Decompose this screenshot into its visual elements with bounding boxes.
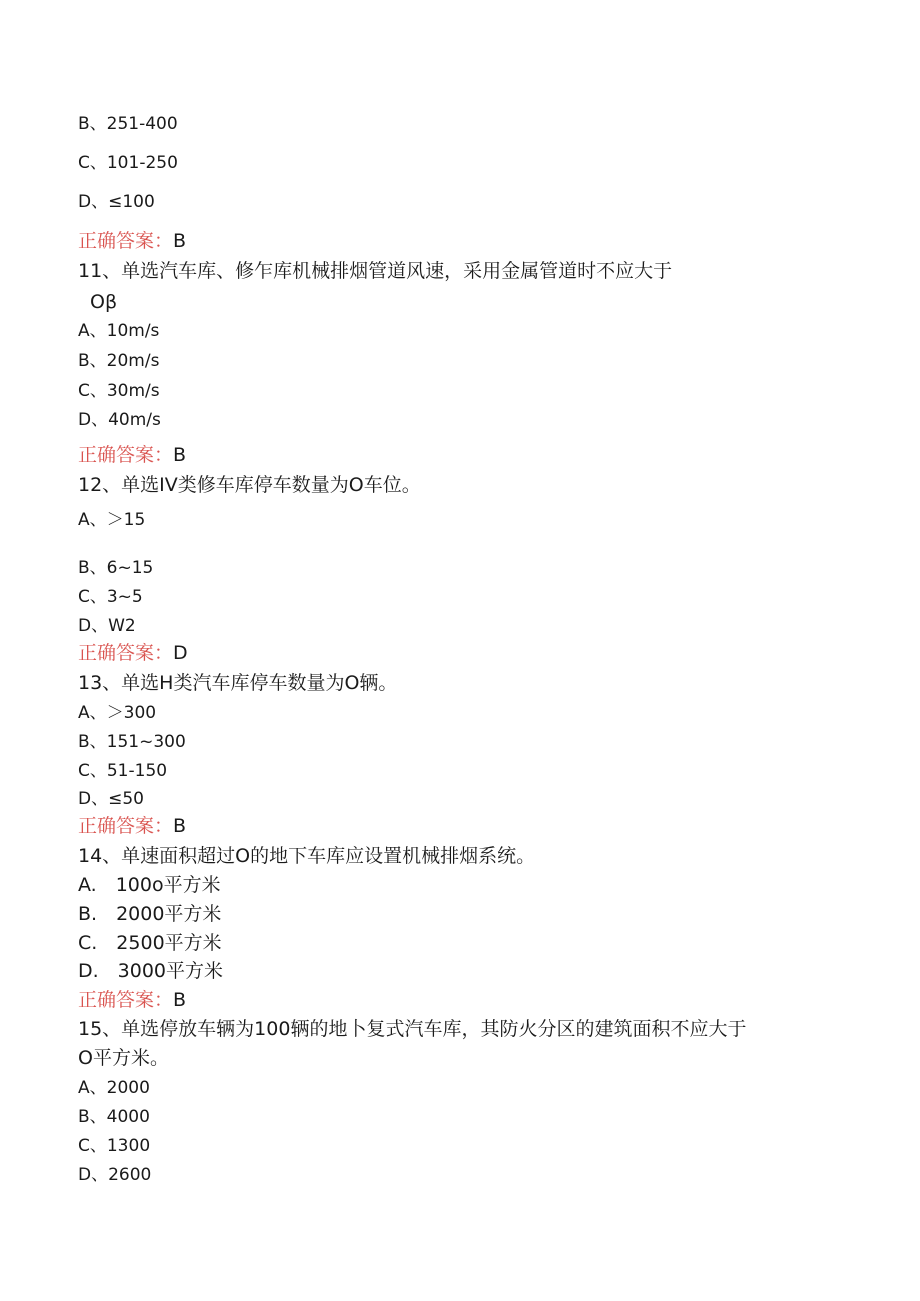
q12-title: 12、单选IV类修车库停车数量为O车位。 bbox=[78, 474, 421, 496]
q13-answer bbox=[78, 815, 186, 837]
answer-value: B bbox=[173, 815, 187, 837]
q10-option-b: B、251-400 bbox=[78, 114, 178, 134]
q12-option-c: C、3~5 bbox=[78, 587, 143, 607]
q15-option-d: D、2600 bbox=[78, 1165, 152, 1185]
answer-label: 正确答案： bbox=[78, 230, 174, 252]
answer-value: B bbox=[173, 989, 187, 1011]
q13-option-a: A、＞300 bbox=[78, 703, 157, 723]
answer-label: 正确答案： bbox=[78, 444, 174, 466]
q13-option-d: D、≤50 bbox=[78, 789, 144, 809]
q15-option-a: A、2000 bbox=[78, 1078, 150, 1098]
q11-option-c: C、30m∕s bbox=[78, 381, 160, 401]
q14-answer bbox=[78, 989, 186, 1011]
q10-answer bbox=[78, 230, 186, 252]
answer-value: D bbox=[173, 642, 188, 664]
q13-title: 13、单选H类汽车库停车数量为O辆。 bbox=[78, 672, 398, 694]
q12-option-d: D、W2 bbox=[78, 616, 136, 636]
answer-label: 正确答案： bbox=[78, 642, 174, 664]
q11-title-cont: Oβ bbox=[90, 291, 118, 313]
q11-option-b: B、20m∕s bbox=[78, 351, 160, 371]
answer-value: B bbox=[173, 230, 187, 252]
q14-title: 14、单速面积超过O的地下车库应设置机械排烟系统。 bbox=[78, 845, 536, 867]
q11-option-d: D、40m∕s bbox=[78, 410, 161, 430]
q13-option-c: C、51-150 bbox=[78, 761, 168, 781]
q14-option-d: D. 3000平方米 bbox=[78, 960, 224, 982]
q15-option-c: C、1300 bbox=[78, 1136, 151, 1156]
q15-option-b: B、4000 bbox=[78, 1107, 150, 1127]
q15-title: 15、单选停放车辆为100辆的地卜复式汽车库，其防火分区的建筑面积不应大于 bbox=[78, 1018, 747, 1040]
answer-label: 正确答案： bbox=[78, 815, 174, 837]
q11-title: 11、单选汽车库、修乍库机械排烟管道风速，采用金属管道时不应大于 bbox=[78, 260, 673, 282]
q11-option-a: A、10m∕s bbox=[78, 321, 160, 341]
answer-value: B bbox=[173, 444, 187, 466]
q14-option-b: B. 2000平方米 bbox=[78, 903, 222, 925]
q15-title-cont: O平方米。 bbox=[78, 1047, 169, 1069]
q11-answer bbox=[78, 444, 186, 466]
q13-option-b: B、151~300 bbox=[78, 732, 186, 752]
q10-option-d: D、≤100 bbox=[78, 192, 155, 212]
q10-option-c: C、101-250 bbox=[78, 153, 178, 173]
answer-label: 正确答案： bbox=[78, 989, 174, 1011]
q14-option-c: C. 2500平方米 bbox=[78, 932, 222, 954]
q14-option-a: A. 100o平方米 bbox=[78, 874, 221, 896]
q12-answer bbox=[78, 642, 188, 664]
q12-option-b: B、6~15 bbox=[78, 558, 154, 578]
q12-option-a: A、＞15 bbox=[78, 510, 146, 530]
